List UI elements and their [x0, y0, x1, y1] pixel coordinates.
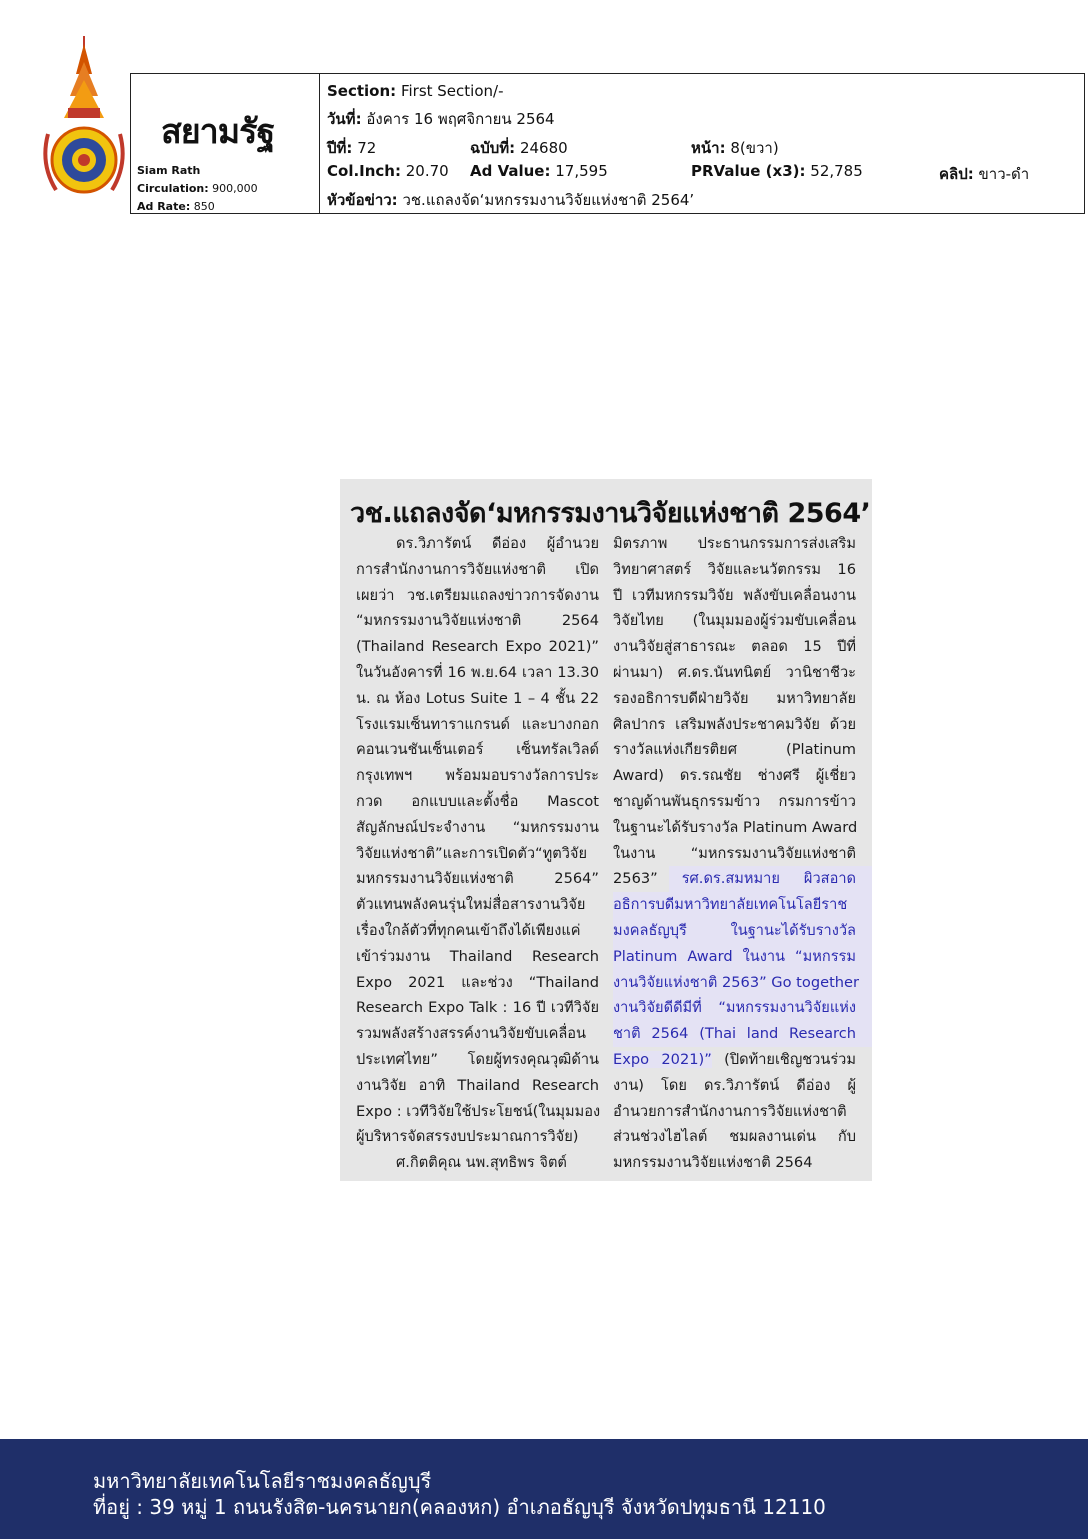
- article-line: ศ.กิตติคุณ นพ.สุทธิพร จิตต์: [396, 1154, 567, 1172]
- publication-logo: สยามรัฐ: [161, 112, 275, 152]
- article-line: ศิลปากร เสริมพลังประชาคมวิจัย ด้วย: [613, 715, 856, 733]
- date-field: วันที่: อังคาร 16 พฤศจิกายน 2564: [327, 110, 555, 128]
- article-line: ส่วนช่วงไฮไลต์ ชมผลงานเด่น กับ: [613, 1128, 856, 1146]
- year-field: ปีที่: 72: [327, 139, 377, 157]
- article-line: ตัวแทนพลังคนรุ่นใหม่สื่อสารงานวิจัย: [356, 896, 586, 914]
- article-line: ชาติ 2564 (Thai land Research: [613, 1021, 872, 1047]
- article-line: มหกรรมงานวิจัยแห่งชาติ 2564”: [356, 870, 599, 888]
- newspaper-clipping: [340, 479, 872, 1181]
- article-line: โรงแรมเซ็นทาราแกรนด์ และบางกอก: [356, 715, 599, 733]
- article-line: ในวันอังคารที่ 16 พ.ย.64 เวลา 13.30: [356, 663, 599, 681]
- article-line: ในฐานะได้รับรางวัล Platinum Award: [613, 818, 858, 836]
- university-footer: [0, 1439, 1088, 1539]
- article-line: ผ่านมา) ศ.ดร.นันทนิตย์ วานิชาชีวะ: [613, 663, 856, 681]
- section-field: Section: First Section/-: [327, 82, 504, 100]
- article-line: งานวิจัยแห่งชาติ 2563” Go together: [613, 970, 872, 996]
- article-line: อำนวยการสำนักงานการวิจัยแห่งชาติ: [613, 1102, 847, 1120]
- article-line: รางวัลแห่งเกียรติยศ (Platinum: [613, 741, 856, 759]
- article-line: ประเทศไทย” โดยผู้ทรงคุณวุฒิด้าน: [356, 1050, 599, 1068]
- article-line: Platinum Award ในงาน “มหกรรม: [613, 944, 872, 970]
- article-line: งานวิจัย อาทิ Thailand Research: [356, 1076, 599, 1094]
- publication-name-en: Siam Rath: [137, 164, 201, 177]
- article-line: Award) ดร.รณชัย ช่างศรี ผู้เชี่ยว: [613, 767, 856, 785]
- article-line: กรุงเทพฯ พร้อมมอบรางวัลการประ: [356, 767, 599, 785]
- prvalue-field: PRValue (x3): 52,785: [691, 162, 863, 180]
- article-line: งานวิจัยสู่สาธารณะ ตลอด 15 ปีที่: [613, 638, 856, 656]
- article-line: ชาญด้านพันธุกรรมข้าว กรมการข้าว: [613, 792, 856, 810]
- article-line: กวด อกแบบและตั้งชื่อ Mascot: [356, 792, 599, 810]
- clip-type-field: คลิป: ขาว-ดำ: [939, 165, 1030, 183]
- article-line: ดร.วิภารัตน์ ดีอ่อง ผู้อำนวย: [396, 535, 599, 552]
- article-headline: วช.แถลงจัด‘มหกรรมงานวิจัยแห่งชาติ 2564’: [350, 498, 871, 529]
- article-line: มงคลธัญบุรี ในฐานะได้รับรางวัล: [613, 918, 872, 944]
- ad-rate: Ad Rate: 850: [137, 200, 215, 213]
- article-line: รวมพลังสร้างสรรค์งานวิจัยขับเคลื่อน: [356, 1025, 587, 1043]
- university-emblem-icon: [38, 34, 130, 194]
- advalue-field: Ad Value: 17,595: [470, 162, 608, 180]
- article-line: เรื่องใกล้ตัวที่ทุกคนเข้าถึงได้เพียงแค่: [356, 921, 581, 939]
- footer-university-name: มหาวิทยาลัยเทคโนโลยีราชมงคลธัญบุรี: [93, 1469, 432, 1493]
- article-line: คอนเวนชันเซ็นเตอร์ เซ็นทรัลเวิลด์: [356, 741, 599, 759]
- article-line: ผู้บริหารจัดสรรงบประมาณการวิจัย): [356, 1128, 579, 1146]
- article-line: มหกรรมงานวิจัยแห่งชาติ 2564: [613, 1154, 813, 1172]
- article-line: Expo 2021 และช่วง “Thailand: [356, 973, 599, 991]
- circulation: Circulation: 900,000: [137, 182, 258, 195]
- article-line: เข้าร่วมงาน Thailand Research: [356, 947, 599, 965]
- article-line: งานวิจัยดีดีมีที่ “มหกรรมงานวิจัยแห่ง: [613, 995, 872, 1021]
- colinch-field: Col.Inch: 20.70: [327, 162, 449, 180]
- article-line: ปี เวทีมหกรรมวิจัย พลังขับเคลื่อนงาน: [613, 586, 856, 604]
- article-line: อธิการบดีมหาวิทยาลัยเทคโนโลยีราช: [613, 892, 872, 918]
- article-line: Expo : เวทีวิจัยใช้ประโยชน์(ในมุมมอง: [356, 1102, 601, 1120]
- article-line: “มหกรรมงานวิจัยแห่งชาติ 2564: [356, 612, 599, 630]
- clipping-details: [327, 74, 1084, 213]
- publication-panel: [131, 74, 320, 213]
- article-line: วิจัยไทย (ในมุมมองผู้ร่วมขับเคลื่อน: [613, 612, 856, 630]
- article-line: 2563” รศ.ดร.สมหมาย ผิวสอาด: [613, 866, 872, 892]
- article-line: วิทยาศาสตร์ วิจัยและนวัตกรรม 16: [613, 560, 856, 578]
- article-line: งาน) โดย ดร.วิภารัตน์ ดีอ่อง ผู้: [613, 1076, 856, 1094]
- article-line: วิจัยแห่งชาติ”และการเปิดตัว“ทูตวิจัย: [356, 844, 587, 862]
- article-line: เผยว่า วช.เตรียมแถลงข่าวการจัดงาน: [356, 586, 599, 604]
- article-column-left: [356, 531, 599, 1176]
- article-line: Expo 2021)” (ปิดท้ายเชิญชวนร่วม: [613, 1050, 856, 1068]
- footer-address: ที่อยู่ : 39 หมู่ 1 ถนนรังสิต-นครนายก(คลองหก) อำเภอธัญบุรี จังหวัดปทุมธานี 12110: [93, 1495, 826, 1519]
- clipping-info-header: [130, 73, 1085, 214]
- headline-field: หัวข้อข่าว: วช.แถลงจัด‘มหกรรมงานวิจัยแห่งชาติ 2564’: [327, 191, 695, 209]
- article-line: สัญลักษณ์ประจำงาน “มหกรรมงาน: [356, 818, 599, 836]
- article-line: มิตรภาพ ประธานกรรมการส่งเสริม: [613, 535, 856, 552]
- article-line: น. ณ ห้อง Lotus Suite 1 – 4 ชั้น 22: [356, 689, 599, 707]
- article-column-right: [613, 531, 860, 1176]
- article-line: (Thailand Research Expo 2021)”: [356, 638, 599, 656]
- article-line: ในงาน “มหกรรมงานวิจัยแห่งชาติ: [613, 844, 856, 862]
- page-field: หน้า: 8(ขวา): [691, 139, 779, 157]
- issue-field: ฉบับที่: 24680: [470, 139, 568, 157]
- article-line: Research Expo Talk : 16 ปี เวทีวิจัย: [356, 999, 599, 1017]
- article-line: การสำนักงานการวิจัยแห่งชาติ เปิด: [356, 560, 599, 578]
- article-line: รองอธิการบดีฝ่ายวิจัย มหาวิทยาลัย: [613, 689, 856, 707]
